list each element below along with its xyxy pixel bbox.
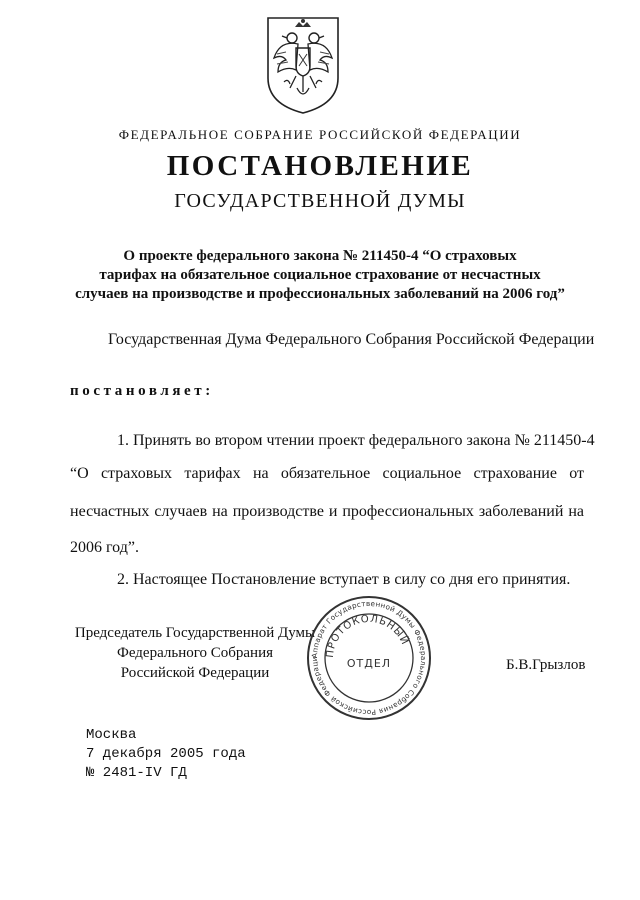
signatory-position-line: Федерального Собрания [116,645,274,661]
svg-text:ПРОТОКОЛЬНЫЙ [325,614,412,659]
place-city: Москва [86,727,137,743]
paragraph-1-line-2: “О страховых тарифах на обязательное социальное страхование от [70,465,584,482]
document-number: № 2481-IV ГД [86,765,187,781]
signatory-position [60,623,330,683]
stamp-outer-text: Аппарат Государственной Думы Федерального Собрания Российской Федераци [309,598,429,718]
resolves-text: постановляет: [70,383,214,399]
paragraph-1-line-4: 2006 год”. [70,539,139,556]
stamp-inner-text: ПРОТОКОЛЬНЫЙ [324,613,411,659]
coat-of-arms-icon [264,14,342,116]
signatory-position-line: Российской Федерации [120,665,270,681]
signatory-name: Б.В.Грызлов [506,657,586,673]
official-stamp [304,593,434,723]
heading-line: О проекте федерального закона № 211450-4 “О страховых [123,248,517,264]
paragraph-1-line-1: 1. Принять во втором чтении проект федерального закона № 211450-4 [117,432,595,449]
organization-name: ФЕДЕРАЛЬНОЕ СОБРАНИЕ РОССИЙСКОЙ ФЕДЕРАЦИИ [118,127,522,142]
document-heading [60,247,580,304]
heading-line: случаев на производстве и профессиональных заболеваний на 2006 год” [75,286,565,302]
preamble-text: Государственная Дума Федерального Собрания Российской Федерации [108,331,595,348]
document-title: ПОСТАНОВЛЕНИЕ [166,150,474,182]
paragraph-1-line-3: несчастных случаев на производстве и профессиональных заболеваний на [70,503,584,520]
document-subtitle: ГОСУДАРСТВЕННОЙ ДУМЫ [174,190,466,212]
stamp-center-text: ОТДЕЛ [346,657,392,670]
signatory-position-line: Председатель Государственной Думы [74,625,316,641]
heading-line: тарифах на обязательное социальное страхование от несчастных [99,267,541,283]
document-date: 7 декабря 2005 года [86,746,246,762]
paragraph-2: 2. Настоящее Постановление вступает в силу со дня его принятия. [117,571,571,588]
